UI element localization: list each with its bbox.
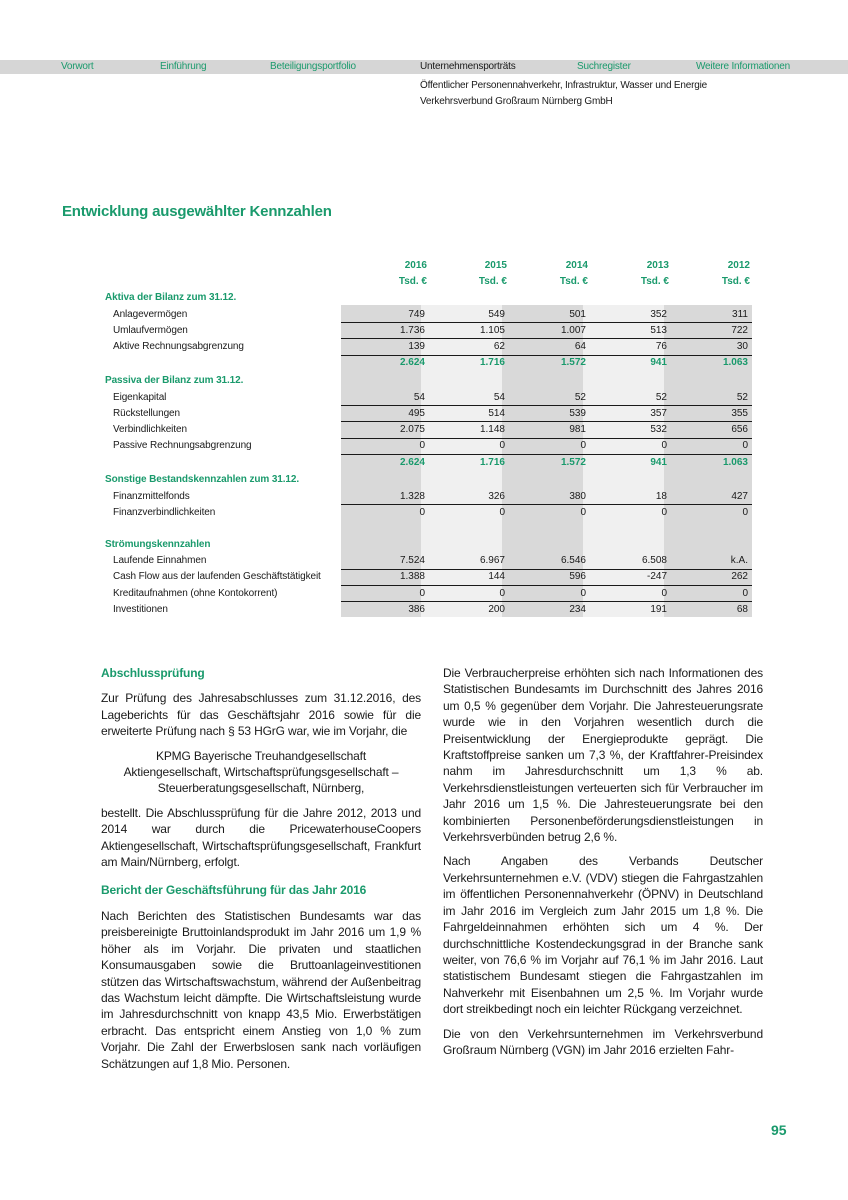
table-row-label: Investitionen	[113, 603, 168, 615]
table-cell: 1.105	[479, 324, 505, 336]
heading-geschaeftsbericht: Bericht der Geschäftsführung für das Jahr 2016	[101, 883, 367, 898]
nav-item-beteiligungsportfolio[interactable]: Beteiligungsportfolio	[270, 61, 356, 72]
column-header-year: 2013	[646, 260, 669, 271]
table-total-cell: 1.063	[722, 357, 748, 369]
table-cell: 0	[661, 506, 667, 518]
table-cell: 380	[569, 490, 586, 502]
paragraph-vdv: Nach Angaben des Verbands Deutscher Verkehrsunternehmen e.V. (VDV) stiegen die Fahrgastzahlen im öffentlichen Personennahverkehr (ÖPNV) in Deutschland im Jahr 2016 im Vergleich zum Jahr 2015 um 1,8 %. Die Fahrgeldeinnahmen erhöhten sich um 4 %. Der durchschnittliche Kostendeckungsgrad in der Branche sank weiter, von 76,6 % im Vorjahr auf 76,1 % im Jahr 2016. Laut statistischem Bundesamt stiegen die Fahrgastzahlen im Nahverkehr mit Eisenbahnen um 2,5 %. Im Vorjahr wurde dort streikbedingt noch ein leichter Rückgang verzeichnet.	[443, 854, 763, 1017]
table-row-label: Aktive Rechnungsabgrenzung	[113, 341, 244, 353]
table-cell: 62	[493, 341, 505, 353]
table-cell: 311	[732, 308, 748, 320]
table-cell: 0	[499, 587, 505, 599]
table-cell: 656	[731, 424, 748, 436]
table-cell: 191	[650, 603, 667, 615]
table-cell: 1.736	[399, 324, 425, 336]
column-header-unit: Tsd. €	[721, 276, 750, 287]
table-cell: 68	[736, 603, 748, 615]
table-cell: k.A.	[730, 555, 748, 566]
table-cell: 1.148	[479, 424, 505, 436]
table-cell: 549	[488, 308, 505, 320]
table-cell: 0	[499, 506, 505, 518]
table-cell: 0	[661, 440, 667, 452]
table-cell: 0	[661, 587, 667, 599]
left-text-column	[101, 665, 421, 1080]
table-cell: 532	[650, 424, 667, 436]
table-row-label: Eigenkapital	[113, 391, 167, 403]
table-total-cell: 1.572	[560, 357, 586, 369]
table-cell: 539	[569, 407, 586, 419]
table-cell: 234	[569, 603, 586, 615]
table-cell: 514	[488, 407, 505, 419]
table-cell: 1.007	[560, 324, 586, 336]
column-header-year: 2014	[565, 260, 588, 271]
table-cell: 52	[655, 391, 667, 403]
table-group-label: Sonstige Bestandskennzahlen zum 31.12.	[105, 474, 300, 485]
table-group-label: Passiva der Bilanz zum 31.12.	[105, 375, 244, 386]
paragraph-economy: Nach Berichten des Statistischen Bundesamts war das preisbereinigte Bruttoinlandsprodukt im Jahr 2016 um 1,9 % höher als im Vorjahr. Die privaten und staatlichen Konsumausgaben sowie die Bruttoanlageinvestitionen stützen das Wirtschaftswachstum, während der Außenbeitrag das Wachstum leicht dämpfte. Die Wirtschaftsleistung wurde im Jahresdurchschnitt von knapp 43,5 Mio. Erwerbstätigen erbracht. Das entspricht einem Anstieg von 1,0 % zum Vorjahr. Die Zahl der Erwerbslosen sank nach vorläufigen Schätzungen auf 1,8 Mio. Personen.	[101, 908, 421, 1071]
table-total-cell: 941	[650, 357, 667, 369]
breadcrumb-company: Verkehrsverbund Großraum Nürnberg GmbH	[420, 96, 613, 107]
table-cell: 0	[419, 587, 425, 599]
table-cell: 52	[574, 391, 586, 403]
table-cell: 386	[408, 603, 425, 615]
table-cell: 54	[413, 391, 425, 403]
table-cell: 144	[488, 571, 505, 583]
table-row-label: Laufende Einnahmen	[113, 555, 207, 566]
table-cell: 0	[580, 587, 586, 599]
table-cell: 0	[742, 440, 748, 452]
column-header-year: 2016	[404, 260, 427, 271]
page-number: 95	[771, 1122, 787, 1138]
table-total-cell: 1.716	[479, 456, 505, 468]
table-cell: 0	[742, 587, 748, 599]
table-cell: 6.508	[641, 555, 667, 566]
heading-abschlusspruefung: Abschlussprüfung	[101, 666, 205, 680]
table-cell: 981	[569, 424, 586, 436]
nav-item-unternehmensportraets[interactable]: Unternehmensporträts	[420, 61, 516, 72]
table-cell: 76	[655, 341, 667, 353]
column-header-unit: Tsd. €	[559, 276, 588, 287]
paragraph-audit-previous: bestellt. Die Abschlussprüfung für die Jahre 2012, 2013 und 2014 war durch die PricewaterhouseCoopers Aktiengesellschaft, Wirtschaftsprüfungsgesellschaft, Frankfurt am Main/Nürnberg, erfolgt.	[101, 805, 421, 870]
table-cell: 0	[419, 506, 425, 518]
table-cell: 427	[731, 490, 748, 502]
table-row-label: Anlagevermögen	[113, 308, 188, 320]
table-cell: 1.388	[399, 571, 425, 583]
table-cell: 200	[488, 603, 505, 615]
table-total-cell: 1.063	[722, 456, 748, 468]
paragraph-consumer-prices: Die Verbraucherpreise erhöhten sich nach Informationen des Statistischen Bundesamts im Durchschnitt des Jahres 2016 um 0,5 % gegenüber dem Vorjahr. Die Jahresteuerungsrate wurde wie in den Vorjahren wesentlich durch die Preisentwicklung der Energieprodukte geprägt. Die Kraftstoffpreise sanken um 7,3 %, der Kraftfahrer-Preisindex nahm im Jahresdurchschnitt um 1,3 % ab. Verkehrsdienstleistungen verteuerten sich für Verbraucher im Jahr 2016 um 1,5 %. Die Jahresteuerungsrate bei den kombinierten Personenbeförderungsdienstleistungen in Verkehrsverbünden betrug 2,6 %.	[443, 666, 763, 845]
table-total-cell: 1.716	[479, 357, 505, 369]
table-cell: 64	[574, 341, 586, 353]
nav-item-weitere-informationen[interactable]: Weitere Informationen	[696, 61, 790, 72]
table-cell: 18	[655, 490, 667, 502]
table-cell: 262	[731, 571, 748, 583]
paragraph-audit-intro: Zur Prüfung des Jahresabschlusses zum 31.12.2016, des Lageberichts für das Geschäftsjahr 2016 sowie für die erweiterte Prüfung nach § 53 HGrG war, wie im Vorjahr, die	[101, 691, 421, 739]
table-cell: 357	[650, 407, 667, 419]
table-cell: 139	[408, 341, 425, 353]
breadcrumb-category: Öffentlicher Personennahverkehr, Infrastruktur, Wasser und Energie	[420, 80, 707, 91]
table-total-cell: 2.624	[399, 456, 425, 468]
table-cell: 6.546	[560, 555, 586, 566]
table-cell: 1.328	[399, 490, 425, 502]
column-header-year: 2015	[484, 260, 507, 271]
nav-item-vorwort[interactable]: Vorwort	[61, 61, 94, 72]
table-group-label: Strömungskennzahlen	[105, 539, 211, 550]
table-cell: 0	[419, 440, 425, 452]
top-navigation	[0, 60, 848, 74]
column-header-unit: Tsd. €	[640, 276, 669, 287]
table-cell: 6.967	[479, 555, 505, 566]
table-cell: 7.524	[399, 555, 425, 566]
table-cell: 52	[736, 391, 748, 403]
table-cell: 2.075	[399, 424, 425, 436]
column-header-unit: Tsd. €	[478, 276, 507, 287]
table-cell: 352	[650, 308, 667, 320]
section-title: Entwicklung ausgewählter Kennzahlen	[62, 203, 332, 220]
table-row-label: Finanzmittelfonds	[113, 490, 190, 502]
table-cell: 513	[650, 324, 667, 336]
table-total-cell: 941	[650, 456, 667, 468]
paragraph-vgn: Die von den Verkehrsunternehmen im Verkehrsverbund Großraum Nürnberg (VGN) im Jahr 2016 erzielten Fahr-	[443, 1026, 763, 1057]
table-cell: 30	[736, 341, 748, 353]
nav-item-einfuehrung[interactable]: Einführung	[160, 61, 207, 72]
table-cell: 0	[499, 440, 505, 452]
nav-item-suchregister[interactable]: Suchregister	[577, 61, 631, 72]
table-total-cell: 2.624	[399, 357, 425, 369]
table-cell: 355	[731, 407, 748, 419]
table-row-label: Cash Flow aus der laufenden Geschäftstätigkeit	[113, 571, 321, 583]
table-row-label: Rückstellungen	[113, 407, 180, 419]
table-cell: 0	[580, 506, 586, 518]
column-header-year: 2012	[727, 260, 750, 271]
table-cell: 0	[742, 506, 748, 518]
table-row-label: Verbindlichkeiten	[113, 424, 187, 436]
table-group-label: Aktiva der Bilanz zum 31.12.	[105, 292, 237, 303]
table-row-label: Kreditaufnahmen (ohne Kontokorrent)	[113, 587, 278, 599]
table-cell: 54	[493, 391, 505, 403]
table-cell: 749	[408, 308, 425, 320]
table-cell: 722	[731, 324, 748, 336]
table-cell: 0	[580, 440, 586, 452]
column-header-unit: Tsd. €	[398, 276, 427, 287]
auditor-name: KPMG Bayerische Treuhandgesellschaft Aktiengesellschaft, Wirtschaftsprüfungsgesellschaft – Steuerberatungsgesellschaft, Nürnberg,	[123, 748, 399, 796]
table-row-label: Umlaufvermögen	[113, 324, 188, 336]
right-text-column	[443, 665, 763, 1066]
table-row-label: Finanzverbindlichkeiten	[113, 506, 216, 518]
table-cell: 596	[569, 571, 586, 583]
table-cell: 495	[408, 407, 425, 419]
table-cell: 326	[488, 490, 505, 502]
table-cell: 501	[569, 308, 586, 320]
table-total-cell: 1.572	[560, 456, 586, 468]
table-cell: -247	[646, 571, 667, 583]
table-row-label: Passive Rechnungsabgrenzung	[113, 440, 252, 452]
